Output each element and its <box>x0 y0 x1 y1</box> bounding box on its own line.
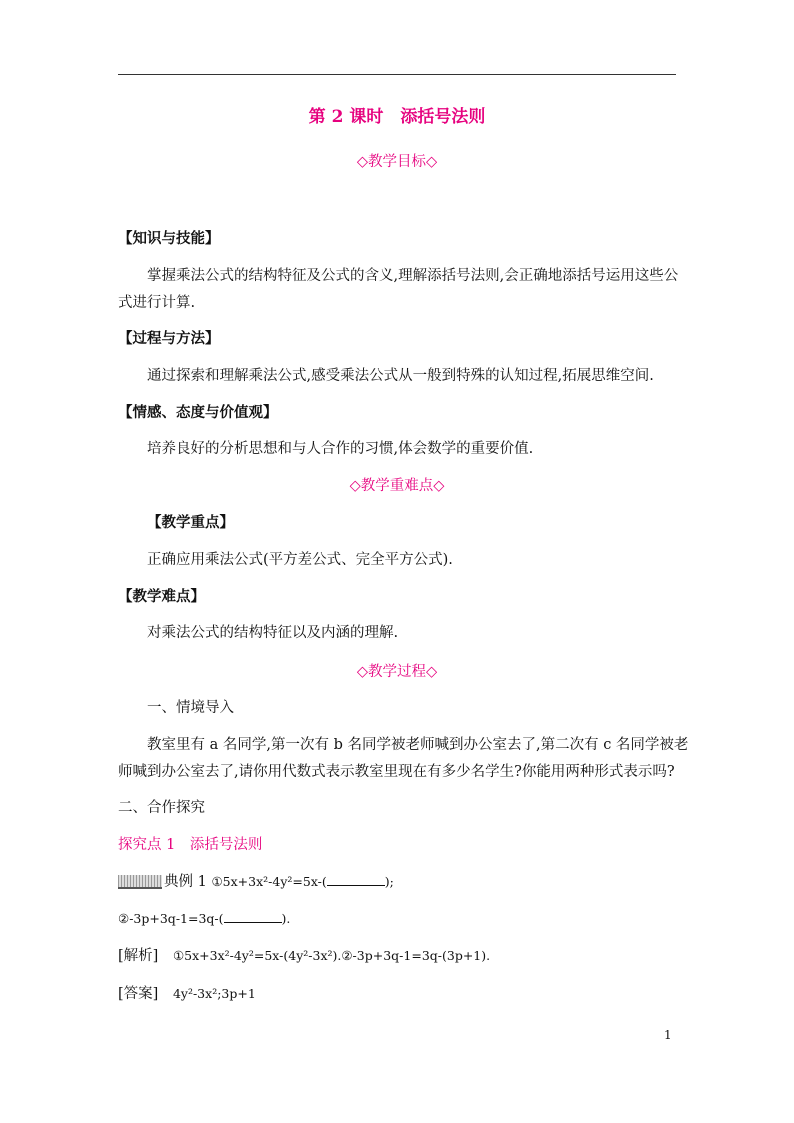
example-part2: ②-3p+3q-1=3q-( <box>118 911 224 926</box>
key-header: 【教学重点】 <box>147 514 234 531</box>
analysis-label: [解析] <box>118 948 159 964</box>
example-part1-end: ); <box>384 874 394 889</box>
knowledge-text-1: 掌握乘法公式的结构特征及公式的含义,理解添括号法则,会正确地添括号运用这些公 <box>147 268 679 284</box>
difficult-header: 【教学难点】 <box>118 588 205 605</box>
process-text: 通过探索和理解乘法公式,感受乘法公式从一般到特殊的认知过程,拓展思维空间. <box>147 368 654 384</box>
example-1 <box>118 872 394 892</box>
process-section-header: ◇教学过程◇ <box>356 664 438 680</box>
page-title: 第 2 课时 添括号法则 <box>308 107 486 127</box>
example-part2-end: ). <box>281 911 291 926</box>
goals-header: ◇教学目标◇ <box>356 154 438 170</box>
intro-header: 一、情境导入 <box>147 700 234 716</box>
process-header: 【过程与方法】 <box>118 330 220 347</box>
intro-text-1: 教室里有 a 名同学,第一次有 b 名同学被老师喊到办公室去了,第二次有 c 名同学被老 <box>147 737 689 753</box>
page-number: 1 <box>664 1028 672 1042</box>
keypoints-header: ◇教学重难点◇ <box>349 478 445 494</box>
intro-text-2: 师喊到办公室去了,请你用代数式表示教室里现在有多少名学生?你能用两种形式表示吗? <box>118 764 675 780</box>
knowledge-text-2: 式进行计算. <box>118 295 196 311</box>
difficult-text: 对乘法公式的结构特征以及内涵的理解. <box>147 625 399 641</box>
key-text: 正确应用乘法公式(平方差公式、完全平方公式). <box>147 552 453 568</box>
answer-label: [答案] <box>118 986 159 1002</box>
blank-line <box>224 910 282 923</box>
example-part1: ①5x+3x²-4y²=5x-( <box>211 874 327 889</box>
coop-header: 二、合作探究 <box>118 800 205 816</box>
emotion-header: 【情感、态度与价值观】 <box>118 404 278 421</box>
header-rule <box>118 74 676 75</box>
explore-header: 探究点 1 添括号法则 <box>118 837 263 853</box>
answer <box>118 984 256 1004</box>
blank-line <box>327 873 385 886</box>
knowledge-header: 【知识与技能】 <box>118 230 220 247</box>
example-2 <box>118 909 290 929</box>
emotion-text: 培养良好的分析思想和与人合作的习惯,体会数学的重要价值. <box>147 441 534 457</box>
example-badge-icon <box>118 875 162 889</box>
example-label: 典例 1 <box>164 874 207 890</box>
analysis <box>118 946 490 966</box>
analysis-text: ①5x+3x²-4y²=5x-(4y²-3x²).②-3p+3q-1=3q-(3p+1). <box>172 948 491 963</box>
answer-text: 4y²-3x²;3p+1 <box>172 986 256 1001</box>
